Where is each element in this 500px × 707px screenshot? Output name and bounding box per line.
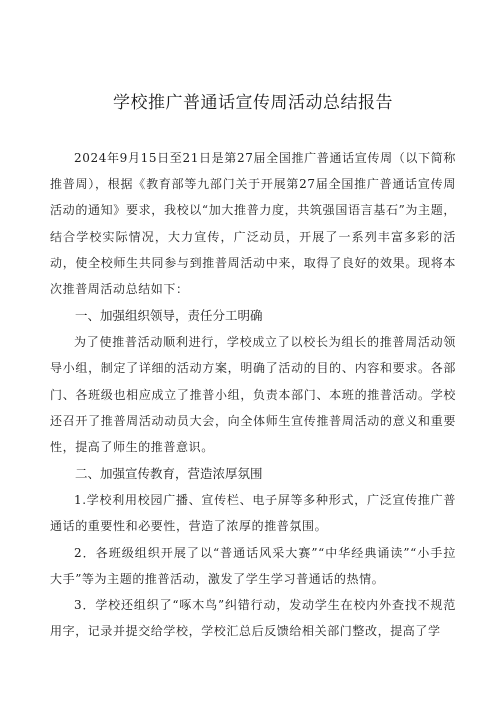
publicity-item-3: 3．学校还组织了“啄木鸟”纠错行动，发动学生在校内外查找不规范用字，记录并提交给学校，学校汇总后反馈给相关部门整改，提高了学	[50, 598, 456, 639]
publicity-item-1: 1.学校利用校园广播、宣传栏、电子屏等多种形式，广泛宣传推广普通话的重要性和必要性，营造了浓厚的推普氛围。	[50, 493, 456, 534]
intro-paragraph: 2024年9月15日至21日是第27届全国推广普通话宣传周（以下简称推普周），根据《教育部等九部门关于开展第27届全国推广普通话宣传周活动的通知》要求，我校以“加大推普力度，共筑强国语言基石”为主题，结合学校实际情况，大力宣传，广泛动员，开展了一系列丰富多彩的活动，使全校师生共同参与到推普周活动中来，取得了良好的效果。现将本次推普周活动总结如下：	[50, 151, 456, 297]
section-paragraph: 为了使推普活动顺利进行，学校成立了以校长为组长的推普周活动领导小组，制定了详细的活动方案，明确了活动的目的、内容和要求。各部门、各班级也相应成立了推普小组，负责本部门、本班的推普活动。学校还召开了推普周活动动员大会，向全体师生宣传推普周活动的意义和重要性，提高了师生的推普意识。	[50, 335, 456, 455]
publicity-item-2: 2．各班级组织开展了以“普通话风采大赛”“中华经典诵读”“小手拉大手”等为主题的推普活动，激发了学生学习普通话的热情。	[50, 545, 456, 586]
section-heading-organization: 一、加强组织领导，责任分工明确	[75, 308, 263, 324]
section-publicity	[50, 460, 456, 644]
document-title: 学校推广普通话宣传周活动总结报告	[113, 93, 393, 113]
section-heading-publicity: 二、加强宣传教育，营造浓厚氛围	[75, 466, 263, 482]
section-organization	[50, 302, 456, 460]
